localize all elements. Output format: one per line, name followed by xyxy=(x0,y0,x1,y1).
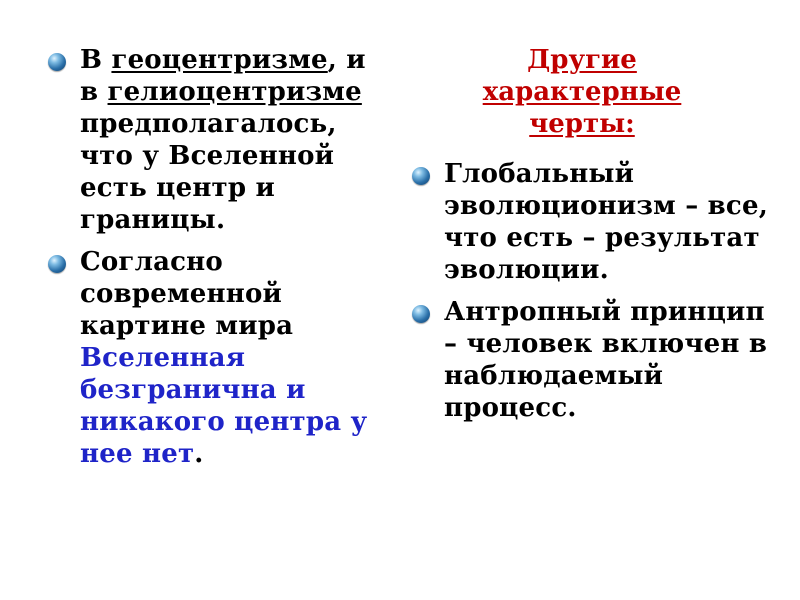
sphere-bullet-icon xyxy=(412,305,430,323)
sphere-bullet-icon xyxy=(48,53,66,71)
heading-line: Другие xyxy=(527,45,637,75)
bullet-item-modern-picture xyxy=(48,246,378,470)
heading-line: характерные xyxy=(482,77,682,107)
item-text: Антропный принцип – человек включен в наблюдаемый процесс. xyxy=(444,297,768,423)
sphere-bullet-icon xyxy=(48,255,66,273)
text-fragment: . xyxy=(194,439,204,469)
bullet-item-global-evolutionism xyxy=(412,158,772,286)
bullet-item-anthropic-principle xyxy=(412,296,772,424)
bullet-item-geocentrism xyxy=(48,44,378,236)
emphasized-statement: Вселенная безгранична и никакого центра у нее нет xyxy=(80,343,368,469)
heading-line: черты: xyxy=(529,109,635,139)
item-text: Глобальный эволюционизм – все, что есть – результат эволюции. xyxy=(444,159,768,285)
term-heliocentrism: гелиоцентризме xyxy=(107,77,362,107)
text-fragment: предполагалось, что у Вселенной есть центр и границы. xyxy=(80,109,337,235)
sphere-bullet-icon xyxy=(412,167,430,185)
right-column xyxy=(412,44,772,434)
item-text xyxy=(80,45,366,235)
item-text xyxy=(80,247,367,469)
term-geocentrism: геоцентризме xyxy=(111,45,328,75)
text-fragment: Согласно современной картине мира xyxy=(80,247,294,341)
text-fragment: В xyxy=(80,45,112,75)
left-column xyxy=(48,44,378,480)
text-fragment: , и в xyxy=(80,45,366,107)
section-heading xyxy=(412,44,732,140)
